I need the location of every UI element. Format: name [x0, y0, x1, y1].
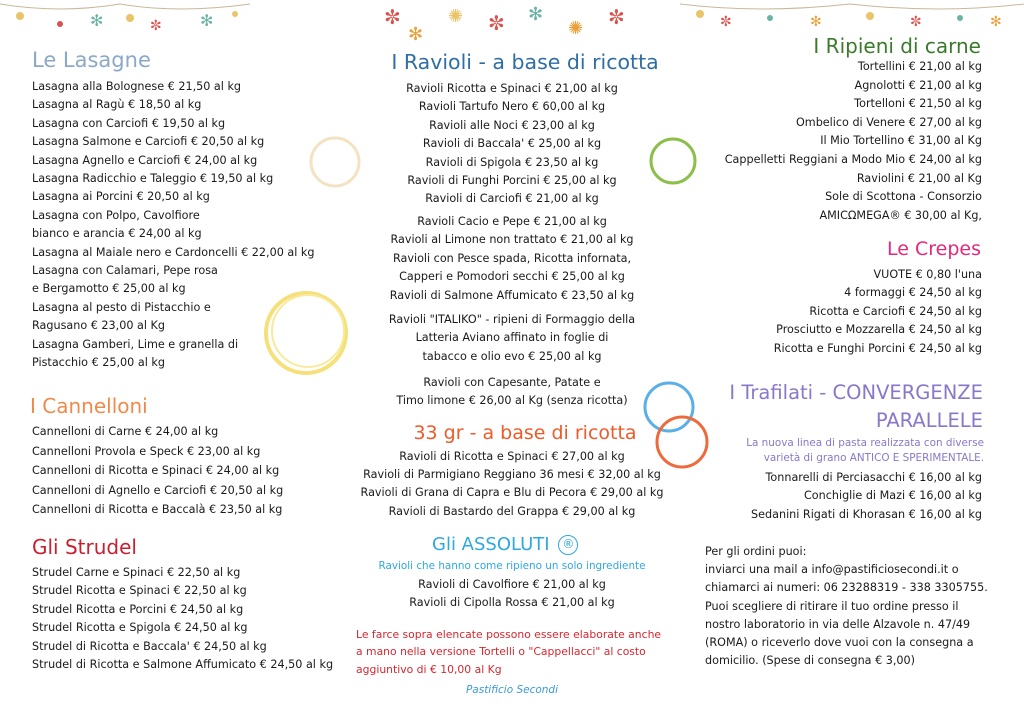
ripieni-title: I Ripieni di carne: [813, 34, 981, 58]
gr33-title: 33 gr - a base di ricotta: [413, 422, 637, 444]
menu-line: Ravioli "ITALIKO" - ripieni di Formaggio della: [388, 313, 636, 326]
menu-line: Lasagna al Maiale nero e Cardoncelli € 22,00 al kg: [32, 245, 315, 259]
menu-line: Ravioli Ricotta e Spinaci € 21,00 al kg: [406, 82, 618, 95]
menu-line: Agnolotti € 21,00 al kg: [854, 78, 982, 92]
menu-line: Ravioli di Parmigiano Reggiano 36 mesi € 32,00 al kg: [363, 468, 661, 482]
menu-line: Ravioli di Bastardo del Grappa € 29,00 al kg: [388, 504, 636, 518]
orders-info: [705, 543, 988, 670]
menu-line: Ombelico di Venere € 27,00 al kg: [795, 115, 982, 129]
menu-line: Pistacchio € 25,00 al kg: [32, 356, 165, 370]
menu-line: Sedanini Rigati di Khorasan € 16,00 al kg: [751, 507, 982, 521]
menu-line: VUOTE € 0,80 l'una: [873, 268, 982, 281]
menu-line: Ravioli di Funghi Porcini € 25,00 al kg: [407, 174, 617, 188]
menu-line: Capperi e Pomodori secchi € 25,00 al kg: [399, 270, 625, 284]
menu-line: Strudel di Ricotta e Salmone Affumicato € 24,50 al kg: [32, 658, 334, 672]
menu-line: Timo limone € 26,00 al Kg (senza ricotta): [396, 394, 628, 408]
menu-line: Cannelloni di Carne € 24,00 al kg: [32, 425, 219, 438]
ravioli-title: I Ravioli - a base di ricotta: [391, 50, 659, 74]
menu-line: Ravioli di Cavolfiore € 21,00 al kg: [418, 578, 606, 591]
svg-text:✻: ✻: [200, 11, 214, 30]
signature-text: Pastificio Secondi: [465, 684, 559, 696]
svg-text:✼: ✼: [608, 5, 625, 29]
menu-line: Ravioli di Spigola € 23,50 al kg: [425, 155, 599, 169]
menu-line: Tortellini € 21,00 al kg: [857, 60, 982, 73]
menu-line: Raviolini € 21,00 al Kg: [856, 171, 982, 185]
menu-line: Strudel di Ricotta e Baccala' € 24,50 al kg: [32, 639, 267, 653]
menu-line: Puoi scegliere di ritirare il tuo ordine presso il: [705, 599, 959, 613]
menu-line: nostro laboratorio in via delle Alzavole n. 47/49: [705, 617, 971, 631]
farce-note: [356, 626, 661, 678]
svg-text:✻: ✻: [990, 14, 1002, 30]
cannelloni-list: [32, 422, 283, 520]
assoluti-subtitle: Ravioli che hanno come ripieno un solo ingrediente: [378, 560, 646, 572]
assoluti-list: [342, 576, 682, 613]
menu-line: Lasagna Gamberi, Lime e granella di: [32, 337, 239, 351]
menu-line: Conchiglie di Mazi € 16,00 al kg: [803, 489, 982, 503]
menu-line: Lasagna Radicchio e Taleggio € 19,50 al kg: [32, 172, 274, 186]
menu-line: Lasagna al Ragù € 18,50 al kg: [32, 98, 202, 112]
assoluti-title: [432, 534, 578, 555]
menu-line: tabacco e olio evo € 25,00 al kg: [422, 349, 602, 363]
menu-line: Ravioli alle Noci € 23,00 al kg: [429, 118, 595, 132]
svg-text:✻: ✻: [408, 24, 424, 45]
menu-line: Ravioli di Salmone Affumicato € 23,50 al kg: [389, 288, 635, 302]
menu-line: Cappelletti Reggiani a Modo Mio € 24,00 al kg: [724, 152, 982, 166]
menu-line: Ravioli Cacio e Pepe € 21,00 al kg: [417, 215, 607, 228]
menu-line: e Bergamotto € 25,00 al kg: [32, 282, 186, 296]
menu-line: Il Mio Tortellino € 31,00 al Kg: [820, 134, 982, 148]
ripieni-list: [690, 58, 982, 225]
menu-line: Lasagna con Calamari, Pepe rosa: [32, 264, 218, 278]
christmas-garland-left: [0, 0, 250, 40]
menu-line: Ravioli Tartufo Nero € 60,00 al kg: [418, 100, 606, 114]
trafilati-list: [690, 469, 982, 524]
svg-text:✺: ✺: [448, 6, 464, 27]
menu-line: bianco e arancia € 24,00 al kg: [32, 227, 202, 241]
trafilati-title-line1: I Trafilati - CONVERGENZE: [729, 381, 983, 404]
menu-line: 4 formaggi € 24,50 al kg: [844, 286, 982, 300]
svg-text:✺: ✺: [568, 18, 584, 39]
trafilati-subtitle-line2: varietà di grano ANTICO E SPERIMENTALE.: [763, 452, 984, 464]
menu-line: Strudel Ricotta e Spinaci € 22,50 al kg: [32, 584, 247, 598]
strudel-title: Gli Strudel: [32, 535, 137, 559]
menu-line: Ravioli con Capesante, Patate e: [423, 376, 601, 389]
menu-line: Ravioli di Grana di Capra e Blu di Pecora € 29,00 al kg: [360, 486, 664, 500]
svg-text:✼: ✼: [384, 5, 401, 29]
menu-line: inviarci una mail a info@pastificiosecondi.it o: [705, 563, 959, 577]
menu-line: Cannelloni di Agnello e Carciofi € 20,50 al kg: [32, 483, 284, 497]
crepes-title: Le Crepes: [887, 238, 981, 260]
menu-line: Lasagna con Carciofi € 19,50 al kg: [32, 116, 226, 130]
svg-text:✼: ✼: [910, 14, 922, 30]
lasagne-title: Le Lasagne: [32, 48, 151, 72]
menu-line: Lasagna Salmone e Carciofi € 20,50 al kg: [32, 135, 265, 149]
crepes-list: [690, 266, 982, 358]
svg-text:✻: ✻: [90, 11, 104, 30]
registered-mark-icon: ®: [558, 535, 578, 555]
menu-line: a mano nella versione Tortelli o "Cappellacci" al costo: [356, 645, 646, 659]
menu-line: Tortelloni € 21,50 al kg: [854, 97, 982, 111]
trafilati-subtitle-line1: La nuova linea di pasta realizzata con diverse: [746, 437, 984, 449]
trafilati-title-line2: PARALLELE: [875, 409, 983, 432]
menu-line: Ragusano € 23,00 al Kg: [32, 319, 165, 333]
svg-text:✼: ✼: [150, 18, 162, 34]
svg-text:✻: ✻: [810, 14, 822, 30]
menu-line: Cannelloni di Ricotta e Spinaci € 24,00 al kg: [32, 464, 280, 477]
gr33-list: [332, 448, 692, 521]
christmas-garland-center: [378, 0, 648, 45]
ravioli-list-main: [342, 80, 682, 209]
menu-line: Ravioli di Ricotta e Spinaci € 27,00 al kg: [399, 450, 625, 463]
menu-line: (ROMA) o riceverlo dove vuoi con la consegna a: [705, 636, 974, 650]
assoluti-title-text: Gli ASSOLUTI: [432, 534, 550, 555]
menu-line: Per gli ordini puoi:: [705, 545, 807, 558]
menu-line: Tonnarelli di Perciasacchi € 16,00 al kg: [765, 471, 982, 484]
menu-line: chiamarci ai numeri: 06 23288319 - 338 3305755.: [705, 581, 988, 595]
ravioli-list-capesante: [342, 374, 682, 411]
menu-line: Ricotta e Funghi Porcini € 24,50 al kg: [773, 341, 982, 355]
menu-line: Lasagna alla Bolognese € 21,50 al kg: [32, 80, 242, 93]
svg-text:✼: ✼: [488, 11, 505, 35]
menu-line: Ravioli di Baccala' € 25,00 al kg: [422, 137, 602, 151]
menu-line: Strudel Ricotta e Spigola € 24,50 al kg: [32, 621, 248, 635]
menu-line: aggiuntivo di € 10,00 al Kg: [356, 662, 502, 676]
svg-text:✼: ✼: [720, 14, 732, 30]
menu-line: Lasagna ai Porcini € 20,50 al kg: [32, 190, 210, 204]
strudel-list: [32, 564, 333, 674]
menu-line: Prosciutto e Mozzarella € 24,50 al kg: [776, 323, 982, 337]
menu-line: Ravioli al Limone non trattato € 21,00 al kg: [390, 233, 634, 247]
menu-line: Lasagna Agnello e Carciofi € 24,00 al kg: [32, 153, 258, 167]
menu-line: domicilio. (Spese di consegna € 3,00): [705, 654, 916, 668]
menu-line: Strudel Ricotta e Porcini € 24,50 al kg: [32, 602, 244, 616]
svg-text:✻: ✻: [528, 4, 544, 25]
menu-line: Ricotta e Carciofi € 24,50 al kg: [809, 304, 982, 318]
menu-line: Lasagna con Polpo, Cavolfiore: [32, 208, 200, 222]
menu-line: Cannelloni Provola e Speck € 23,00 al kg: [32, 444, 261, 458]
ravioli-list-italiko: [342, 311, 682, 366]
menu-line: Lasagna al pesto di Pistacchio e: [32, 300, 211, 314]
menu-line: Latteria Aviano affinato in foglie di: [415, 331, 609, 345]
cannelloni-title: I Cannelloni: [30, 394, 148, 418]
menu-line: Ravioli di Cipolla Rossa € 21,00 al kg: [409, 596, 615, 610]
menu-line: Cannelloni di Ricotta e Baccalà € 23,50 al kg: [32, 503, 283, 516]
ravioli-list-specials: [342, 213, 682, 305]
menu-line: Ravioli con Pesce spada, Ricotta infornata,: [392, 251, 632, 265]
menu-line: Strudel Carne e Spinaci € 22,50 al kg: [32, 566, 241, 579]
lasagne-list: [32, 78, 314, 373]
menu-line: Le farce sopra elencate possono essere elaborate anche: [356, 628, 662, 641]
menu-line: Ravioli di Carciofi € 21,00 al kg: [425, 192, 599, 206]
menu-line: Sole di Scottona - Consorzio: [825, 190, 982, 204]
menu-line: AMICΩMEGA® € 30,00 al Kg,: [819, 208, 982, 222]
